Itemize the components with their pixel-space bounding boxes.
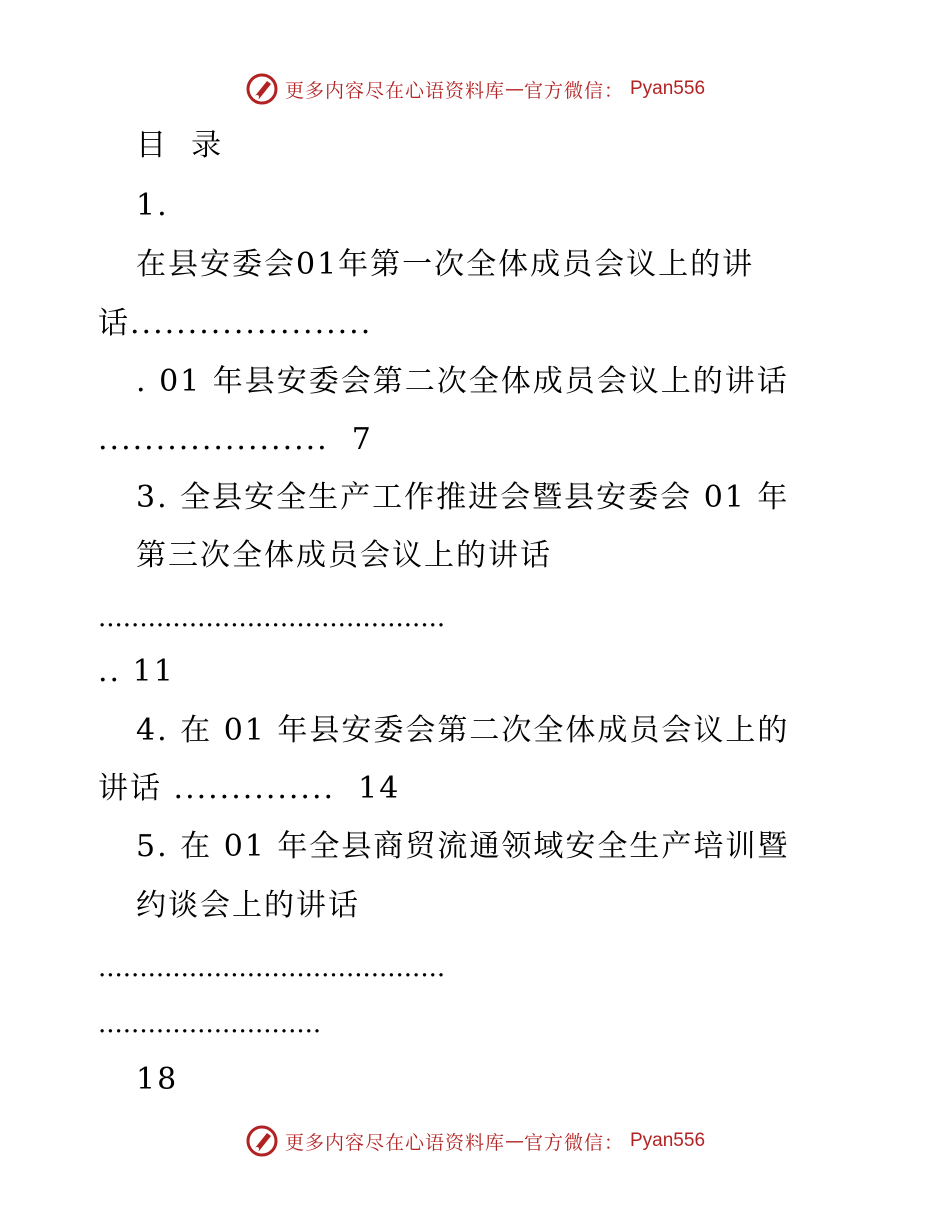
toc-entry-2-title: . 01 年县安委会第二次全体成员会议上的讲话 xyxy=(136,364,789,399)
toc-entry-3-title-cont: 第三次全体成员会议上的讲话 xyxy=(136,538,552,573)
header-watermark xyxy=(0,72,950,106)
toc-entry-1-title: 在县安委会01年第一次全体成员会议上的讲 xyxy=(136,247,755,282)
watermark-wechat-id: Pyan556 xyxy=(630,1130,706,1151)
pen-logo-icon xyxy=(245,72,279,106)
toc-entry-5-leader-2: ........................... xyxy=(98,1009,322,1039)
toc-entry-5-title-cont: 约谈会上的讲话 xyxy=(136,888,360,923)
toc-entry-5-page: 18 xyxy=(136,1062,179,1097)
watermark-wechat-label: 官方微信： xyxy=(523,1131,624,1154)
toc-heading: 目 录 xyxy=(136,128,224,163)
watermark-text: 更多内容尽在心语资料库 xyxy=(284,1131,505,1154)
toc-entry-3-leader: .......................................... xyxy=(98,603,446,633)
toc-entry-1-title-end: 话..................... xyxy=(98,306,373,341)
toc-entry-5-title: 5. 在 01 年全县商贸流通领域安全生产培训暨 xyxy=(136,829,790,864)
footer-watermark xyxy=(0,1124,950,1158)
toc-entry-3-title: 3. 全县安全生产工作推进会暨县安委会 01 年 xyxy=(136,480,790,515)
watermark-wechat-id: Pyan556 xyxy=(630,78,706,99)
watermark-separator: — xyxy=(504,1130,524,1152)
watermark-text: 更多内容尽在心语资料库 xyxy=(284,79,505,102)
watermark-wechat-label: 官方微信： xyxy=(523,79,624,102)
toc-entry-5-leader: .......................................... xyxy=(98,953,446,983)
toc-entry-2-leader-page: .................... 7 xyxy=(98,422,373,457)
pen-logo-icon xyxy=(245,1124,279,1158)
watermark-separator: — xyxy=(504,78,524,100)
toc-entry-1-number: 1. xyxy=(136,188,169,223)
toc-entry-3-page: .. 11 xyxy=(98,654,175,689)
toc-entry-4-title: 4. 在 01 年县安委会第二次全体成员会议上的 xyxy=(136,713,790,748)
toc-entry-4-title-end: 讲话 .............. 14 xyxy=(98,771,401,806)
